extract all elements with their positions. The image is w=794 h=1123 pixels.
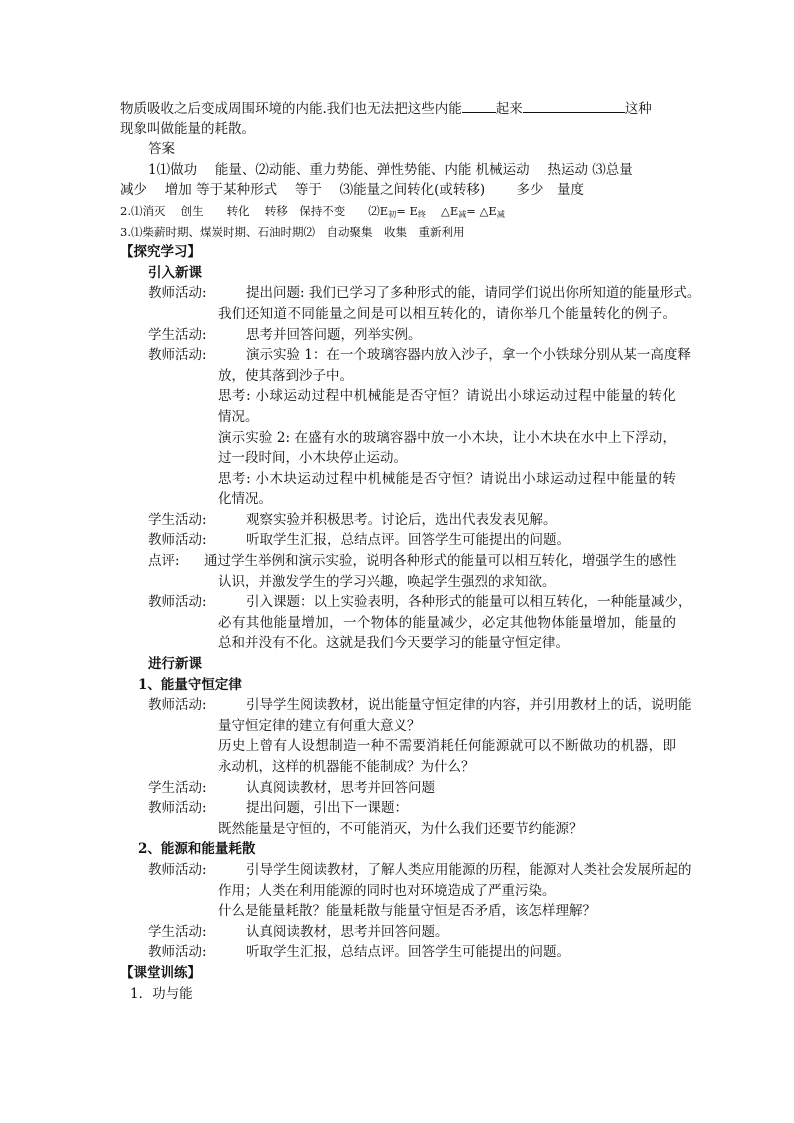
activity-label: 教师活动:	[148, 532, 207, 549]
activity-text: 什么是能量耗散？能量耗散与能量守恒是否矛盾，该怎样理解？	[218, 903, 596, 920]
activity-text: 引入课题：以上实验表明，各种形式的能量可以相互转化，一种能量减少，	[246, 594, 692, 611]
student-activity-2	[120, 510, 676, 531]
activity-text: 历史上曾有人设想制造一种不需要消耗任何能源就可以不断做功的机器，即	[218, 738, 676, 755]
section-header-training: 【课堂训练】	[120, 964, 201, 981]
answer-2-text: = E	[396, 203, 418, 218]
intro-text: 起来	[495, 101, 523, 117]
activity-text: 放，使其落到沙子中。	[218, 367, 353, 384]
fill-blank	[523, 98, 625, 113]
activity-text: 情况。	[218, 408, 259, 425]
activity-text: 认真阅读教材，思考并回答问题	[246, 779, 435, 796]
subsection-title-intro: 引入新课	[148, 264, 202, 281]
answer-2-text: 2.⑴消灭 创生 转化 转移 保持不变 ⑵E	[120, 203, 389, 218]
teacher-activity-3	[120, 530, 676, 551]
activity-label: 学生活动:	[148, 511, 207, 528]
activity-text: 我们还知道不同能量之间是可以相互转化的，请你举几个能量转化的例子。	[218, 305, 676, 322]
activity-text: 认识，并激发学生的学习兴趣，唤起学生强烈的求知欲。	[218, 573, 556, 590]
activity-text: 提出问题: 我们已学习了多种形式的能，请同学们说出你所知道的能量形式。	[246, 285, 701, 302]
activity-text: 永动机，这样的机器能不能制成？为什么？	[218, 759, 475, 775]
answers-title: 答案	[148, 141, 175, 158]
activity-label: 学生活动:	[148, 779, 207, 796]
teacher-activity-7	[120, 860, 692, 881]
activity-label: 点评:	[148, 553, 180, 570]
activity-label: 教师活动:	[148, 944, 207, 961]
activity-text: 思考: 小木块运动过程中机械能是否守恒？请说出小球运动过程中能量的转	[218, 470, 676, 487]
answer-1-line-2: 减少 增加 等于某种形式 等于 ⑶能量之间转化(或转移) 多少 量度	[120, 182, 584, 199]
activity-label: 教师活动:	[148, 800, 207, 817]
activity-text: 总和并没有不化。这就是我们今天要学习的能量守恒定律。	[218, 635, 569, 652]
intro-line-2: 现象叫做能量的耗散。	[120, 120, 255, 137]
intro-text: 物质吸收之后变成周围环境的内能.我们也无法把这些内能	[120, 101, 462, 117]
activity-text: 引导学生阅读教材，说出能量守恒定律的内容，并引用教材上的话，说明能	[246, 697, 692, 714]
comment-1	[120, 551, 676, 572]
activity-text: 观察实验并积极思考。讨论后，选出代表发表见解。	[246, 511, 557, 528]
subsection-title-new: 进行新课	[148, 656, 202, 673]
activity-label: 教师活动:	[148, 697, 207, 714]
activity-text: 认真阅读教材，思考并回答问题。	[246, 923, 449, 940]
activity-text: 量守恒定律的建立有何重大意义？	[218, 717, 421, 734]
activity-text: 听取学生汇报，总结点评。回答学生可能提出的问题。	[246, 944, 570, 961]
activity-text: 思考: 小球运动过程中机械能是否守恒？请说出小球运动过程中能量的转化	[218, 388, 676, 405]
activity-text: 既然能量是守恒的，不可能消灭，为什么我们还要节约能源？	[218, 820, 583, 837]
activity-label: 学生活动:	[148, 326, 207, 343]
activity-text: 思考并回答问题，列举实例。	[246, 326, 422, 343]
student-activity-4	[120, 922, 676, 943]
answer-3: 3.⑴柴薪时期、煤炭时期、石油时期⑵ 自动聚集 收集 重新利用	[120, 224, 465, 239]
activity-text: 作用；人类在利用能源的同时也对环境造成了严重污染。	[218, 882, 556, 899]
document-page	[120, 98, 701, 1004]
activity-text: 演示实验 1：在一个玻璃容器内放入沙子，拿一个小铁球分别从某一高度释	[246, 347, 691, 364]
subscript: 终	[417, 209, 426, 219]
student-activity-1	[120, 325, 676, 346]
section-title-energy-conservation: 1、能量守恒定律	[138, 676, 242, 693]
activity-label: 教师活动:	[148, 861, 207, 878]
activity-text: 演示实验 2: 在盛有水的玻璃容器中放一小木块，让小木块在水中上下浮动，	[218, 429, 676, 446]
answer-2	[120, 201, 676, 222]
teacher-activity-8	[120, 942, 676, 963]
subscript: 减	[496, 209, 505, 219]
teacher-activity-6	[120, 798, 676, 819]
activity-text: 过一段时间，小木块停止运动。	[218, 450, 407, 467]
section-header-explore: 【探究学习】	[120, 244, 201, 261]
student-activity-3	[120, 778, 676, 799]
teacher-activity-1	[120, 283, 701, 304]
subscript: 初	[388, 209, 397, 219]
intro-line-1	[120, 98, 676, 119]
subscript: 减	[458, 209, 467, 219]
activity-label: 学生活动:	[148, 923, 207, 940]
activity-label: 教师活动:	[148, 594, 207, 611]
intro-text: 这种	[624, 101, 652, 117]
fill-blank	[462, 98, 496, 113]
answer-2-text: = △E	[466, 203, 497, 218]
activity-text: 化情况。	[218, 491, 272, 508]
activity-text: 通过学生举例和演示实验，说明各种形式的能量可以相互转化，增强学生的感性	[204, 553, 677, 570]
answer-2-text: △E	[425, 203, 459, 218]
activity-label: 教师活动:	[148, 285, 207, 302]
teacher-activity-4	[120, 592, 692, 613]
answer-1-line-1: 1⑴做功 能量、⑵动能、重力势能、弹性势能、内能 机械运动 热运动 ⑶总量	[148, 161, 633, 178]
activity-text: 听取学生汇报，总结点评。回答学生可能提出的问题。	[246, 532, 570, 549]
training-item-1: 1．功与能	[130, 985, 193, 1002]
teacher-activity-2	[120, 345, 691, 366]
activity-text: 引导学生阅读教材，了解人类应用能源的历程，能源对人类社会发展所起的	[246, 861, 692, 878]
activity-text: 提出问题，引出下一课题：	[246, 800, 408, 817]
activity-text: 必有其他能量增加，一个物体的能量减少，必定其他物体能量增加，能量的	[218, 614, 676, 631]
activity-label: 教师活动:	[148, 347, 207, 364]
teacher-activity-5	[120, 695, 692, 716]
section-title-energy-dissipation: 2、能源和能量耗散	[138, 841, 256, 858]
